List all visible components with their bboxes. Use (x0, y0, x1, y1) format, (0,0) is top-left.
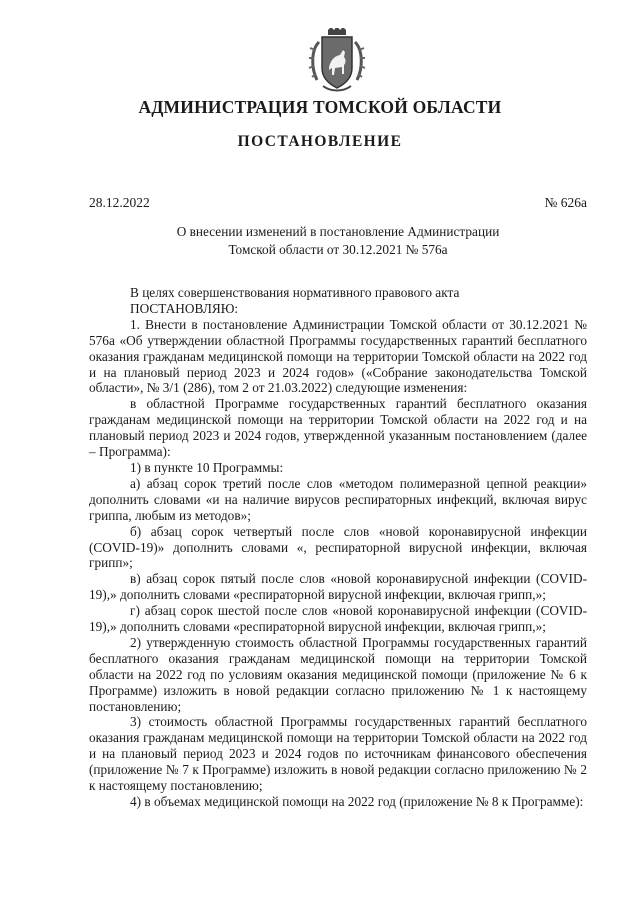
paragraph-sub-2: 2) утвержденную стоимость областной Программы государственных гарантий бесплатного оказания гражданам медицинской помощи на территории Томской области на 2022 год по условиям оказания медицинской помощи (приложение № 6 к Программе) изложить в новой редакции согласно приложению № 1 к настоящему постановлению; (89, 634, 587, 714)
document-type: ПОСТАНОВЛЕНИЕ (237, 133, 403, 150)
organization-title: АДМИНИСТРАЦИЯ ТОМСКОЙ ОБЛАСТИ (138, 97, 502, 117)
paragraph-sub-3: 3) стоимость областной Программы государственных гарантий бесплатного оказания гражданам медицинской помощи на территории Томской области на 2022 год и на плановый период 2023 и 2024 годов по источникам финансового обеспечения (приложение № 7 к Программе) изложить в новой редакции согласно приложению № 2 к настоящему постановлению; (89, 714, 587, 794)
paragraph-item-1: 1. Внести в постановление Администрации Томской области от 30.12.2021 № 576а «Об утверждении областной Программы государственных гарантий бесплатного оказания гражданам медицинской помощи на территории Томской области на 2022 год и на плановый период 2023 и 2024 годов» («Собрание законодательства Томской области», № 3/1 (286), том 2 от 21.03.2022) следующие изменения: (89, 316, 587, 396)
subject-line: Томской области от 30.12.2021 № 576а (228, 242, 448, 257)
document-number: № 626а (544, 195, 587, 210)
paragraph-sub-4: 4) в объемах медицинской помощи на 2022 год (приложение № 8 к Программе): (130, 794, 584, 809)
preamble: В целях совершенствования нормативного правового акта (130, 285, 460, 300)
paragraph-sub-1d: г) абзац сорок шестой после слов «новой коронавирусной инфекции (COVID-19),» дополнить словами «респираторной вирусной инфекции, включая грипп,»; (89, 603, 587, 635)
paragraph-sub-1c: в) абзац сорок пятый после слов «новой коронавирусной инфекции (COVID-19),» дополнить словами «респираторной вирусной инфекции, включая грипп,»; (89, 571, 587, 603)
document-body (89, 285, 587, 810)
subject-line: О внесении изменений в постановление Администрации (176, 224, 500, 239)
paragraph-program-intro: в областной Программе государственных гарантий бесплатного оказания гражданам медицинской помощи на территории Томской области на 2022 год и на плановый период 2023 и 2024 годов, утвержденной указанным постановлением (далее – Программа): (89, 396, 587, 460)
document-date: 28.12.2022 (89, 195, 150, 210)
paragraph-sub-1b: б) абзац сорок четвертый после слов «новой коронавирусной инфекции (COVID-19)» дополнить словами «, респираторной вирусной инфекции, включая грипп»; (89, 523, 587, 571)
coat-of-arms-icon (307, 28, 367, 94)
paragraph-sub-1a: а) абзац сорок третий после слов «методом полимеразной цепной реакции» дополнить словами «и на наличие вирусов респираторных инфекций, включая вирус гриппа, любым из методов»; (89, 475, 587, 523)
resolve-heading: ПОСТАНОВЛЯЮ: (130, 300, 239, 316)
paragraph-sub-1: 1) в пункте 10 Программы: (130, 459, 284, 475)
document-subject (89, 223, 587, 259)
